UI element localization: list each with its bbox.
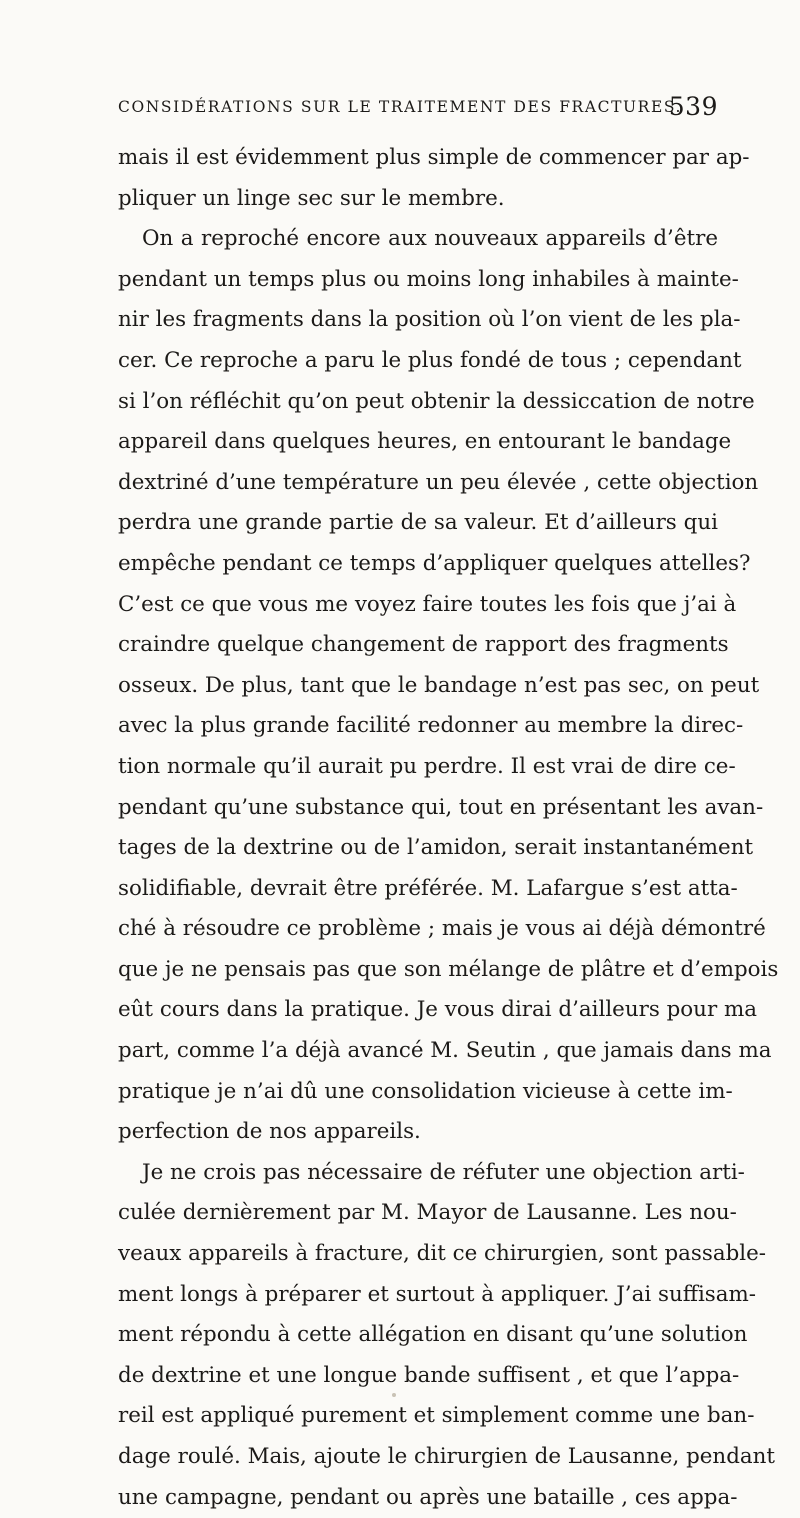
running-header — [118, 92, 718, 126]
text-line: ment longs à préparer et surtout à appliquer. J’ai suffisam- — [118, 1281, 757, 1307]
text-line: On a reproché encore aux nouveaux appareils d’être — [142, 226, 718, 252]
text-line: tages de la dextrine ou de l’amidon, serait instantanément — [118, 835, 754, 861]
text-line: C’est ce que vous me voyez faire toutes les fois que j’ai à — [118, 591, 737, 617]
print-speck — [392, 1393, 396, 1397]
text-line: perdra une grande partie de sa valeur. Et d’ailleurs qui — [118, 510, 718, 536]
text-line: dextriné d’une température un peu élevée , cette objection — [118, 469, 759, 495]
text-line: Je ne crois pas nécessaire de réfuter une objection arti- — [142, 1159, 745, 1185]
text-line: eût cours dans la pratique. Je vous dirai d’ailleurs pour ma — [118, 997, 758, 1023]
text-line: solidifiable, devrait être préférée. M. Lafargue s’est atta- — [118, 875, 738, 901]
text-line: pliquer un linge sec sur le membre. — [118, 185, 505, 211]
page-number: 539 — [668, 92, 718, 121]
text-line: ment répondu à cette allégation en disant qu’une solution — [118, 1322, 748, 1348]
text-line: une campagne, pendant ou après une bataille , ces appa- — [118, 1484, 738, 1510]
text-line: pendant qu’une substance qui, tout en présentant les avan- — [118, 794, 764, 820]
text-line: culée dernièrement par M. Mayor de Lausanne. Les nou- — [118, 1200, 737, 1226]
text-line: osseux. De plus, tant que le bandage n’est pas sec, on peut — [118, 672, 760, 698]
text-line: cer. Ce reproche a paru le plus fondé de tous ; cependant — [118, 347, 742, 373]
text-line: mais il est évidemment plus simple de commencer par ap- — [118, 145, 750, 170]
text-line: nir les fragments dans la position où l’on vient de les pla- — [118, 307, 741, 333]
text-line: perfection de nos appareils. — [118, 1119, 421, 1145]
text-line: si l’on réfléchit qu’on peut obtenir la dessiccation de notre — [118, 388, 755, 414]
text-line: reil est appliqué purement et simplement comme une ban- — [118, 1403, 755, 1429]
text-line: avec la plus grande facilité redonner au membre la direc- — [118, 713, 744, 739]
text-line: pendant un temps plus ou moins long inhabiles à mainte- — [118, 266, 739, 292]
text-line: veaux appareils à fracture, dit ce chirurgien, sont passable- — [118, 1241, 767, 1267]
text-line: ché à résoudre ce problème ; mais je vous ai déjà démontré — [118, 916, 766, 942]
text-line: appareil dans quelques heures, en entourant le bandage — [118, 429, 732, 455]
text-line: pratique je n’ai dû une consolidation vicieuse à cette im- — [118, 1078, 733, 1104]
text-line: que je ne pensais pas que son mélange de plâtre et d’empois — [118, 956, 779, 982]
text-line: part, comme l’a déjà avancé M. Seutin , que jamais dans ma — [118, 1038, 772, 1064]
text-line: empêche pendant ce temps d’appliquer quelques attelles? — [118, 550, 751, 576]
body-text — [118, 138, 779, 1518]
text-line: tion normale qu’il aurait pu perdre. Il est vrai de dire ce- — [118, 753, 736, 779]
running-title: CONSIDÉRATIONS SUR LE TRAITEMENT DES FRACTURES. — [118, 98, 683, 116]
text-line: craindre quelque changement de rapport des fragments — [118, 632, 729, 658]
text-line: de dextrine et une longue bande suffisent , et que l’appa- — [118, 1362, 740, 1388]
text-line: dage roulé. Mais, ajoute le chirurgien de Lausanne, pendant — [118, 1444, 776, 1469]
